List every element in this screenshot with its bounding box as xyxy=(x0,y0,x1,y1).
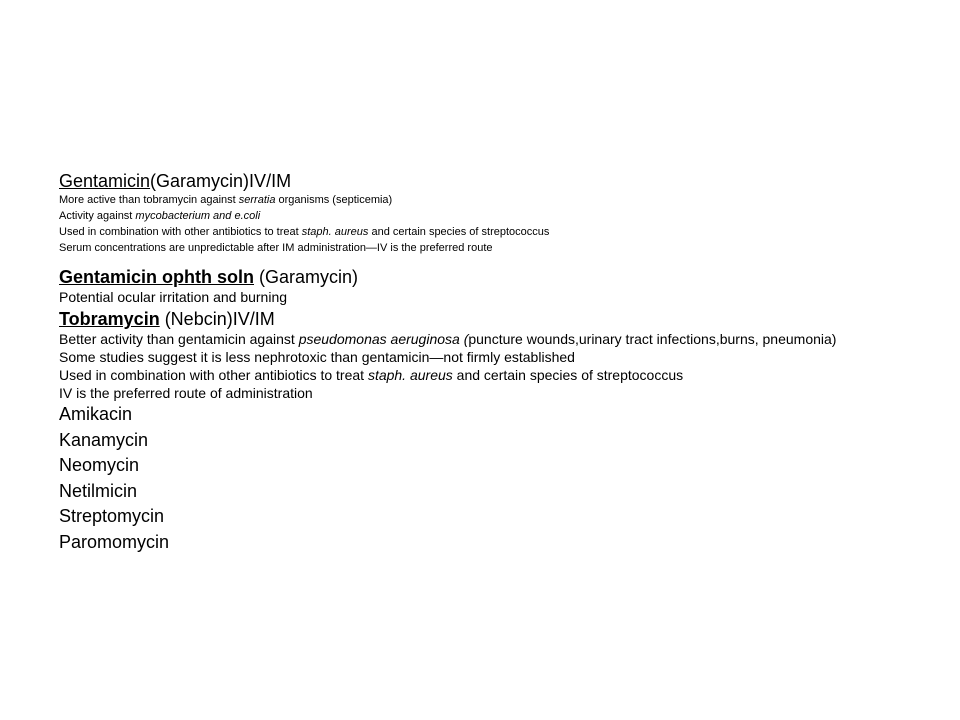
ophth-heading xyxy=(59,266,919,288)
tobramycin-heading xyxy=(59,308,919,330)
gentamicin-bullet-4: Serum concentrations are unpredictable after IM administration—IV is the preferred route xyxy=(59,242,493,254)
drug-kanamycin: Kanamycin xyxy=(59,429,149,450)
drug-neomycin: Neomycin xyxy=(59,455,140,475)
gentamicin-suffix: (Garamycin)IV/IM xyxy=(150,171,292,191)
drug-amikacin: Amikacin xyxy=(59,404,133,424)
tobramycin-bullet-1: Better activity than gentamicin against pseudomonas aeruginosa (puncture wounds,urinary tract infections,burns, pneumonia) xyxy=(59,331,837,347)
tobramycin-suffix: (Nebcin)IV/IM xyxy=(159,309,275,329)
gentamicin-name: Gentamicin xyxy=(59,171,151,191)
ophth-suffix: (Garamycin) xyxy=(254,267,359,287)
ophth-bullet-1: Potential ocular irritation and burning xyxy=(59,289,288,305)
drug-streptomycin: Streptomycin xyxy=(59,506,165,526)
gentamicin-bullet-3: Used in combination with other antibiotics to treat staph. aureus and certain species of streptococcus xyxy=(59,226,550,238)
ophth-name: Gentamicin ophth soln xyxy=(59,267,255,287)
tobramycin-name: Tobramycin xyxy=(59,309,160,329)
slide-content xyxy=(59,170,919,555)
tobramycin-bullet-3: Used in combination with other antibiotics to treat staph. aureus and certain species of streptococcus xyxy=(59,367,684,383)
tobramycin-bullet-2: Some studies suggest it is less nephrotoxic than gentamicin—not firmly established xyxy=(59,349,575,365)
drug-netilmicin: Netilmicin xyxy=(59,480,138,501)
gentamicin-heading xyxy=(59,170,919,192)
gentamicin-bullet-2: Activity against mycobacterium and e.coli xyxy=(59,210,261,222)
drug-paromomycin: Paromomycin xyxy=(59,531,170,552)
tobramycin-bullet-4: IV is the preferred route of administration xyxy=(59,385,313,401)
gentamicin-bullet-1: More active than tobramycin against serratia organisms (septicemia) xyxy=(59,194,393,206)
